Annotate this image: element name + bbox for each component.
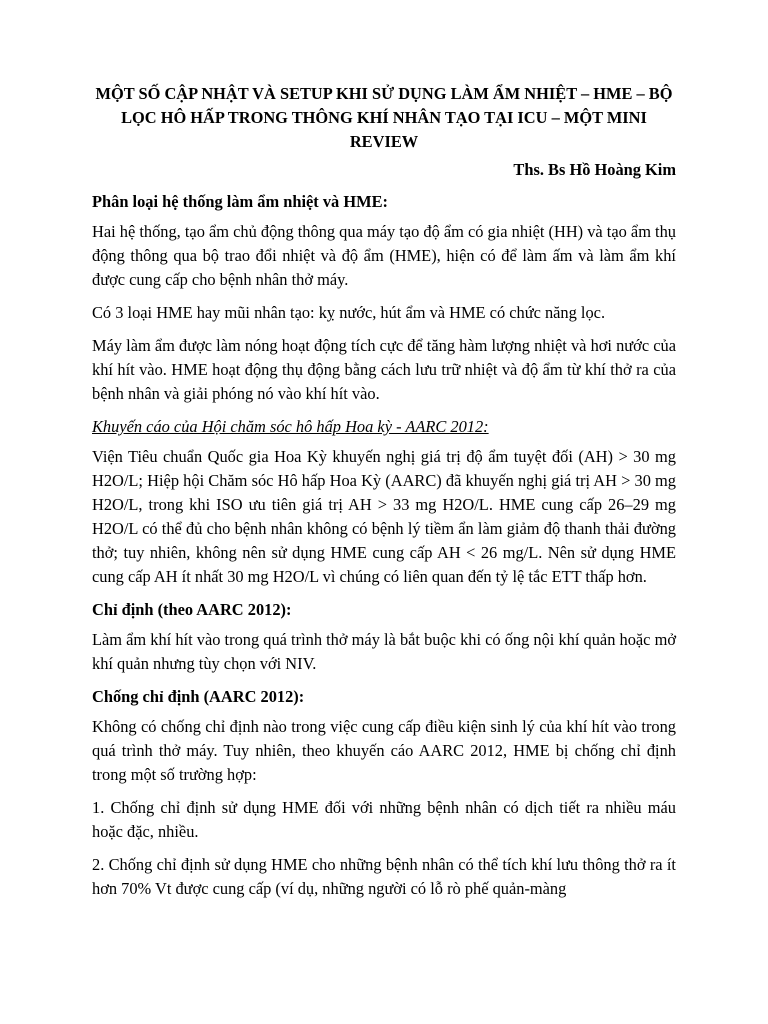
section-subheading-aarc: Khuyến cáo của Hội chăm sóc hô hấp Hoa kỳ - AARC 2012: [92, 417, 489, 436]
paragraph-systems: Hai hệ thống, tạo ẩm chủ động thông qua máy tạo độ ẩm có gia nhiệt (HH) và tạo ẩm thụ động thông qua bộ trao đổi nhiệt và độ ẩm (HME), hiện có để làm ấm và làm ẩm khí được cung cấp cho bệnh nhân thở máy. [92, 222, 676, 289]
list-item-contraindication-1: 1. Chống chỉ định sử dụng HME đối với những bệnh nhân có dịch tiết ra nhiều máu hoặc đặc, nhiều. [92, 798, 676, 841]
author-name: Ths. Bs Hồ Hoàng Kim [513, 160, 676, 179]
document-page [92, 82, 676, 910]
section-heading-classification: Phân loại hệ thống làm ẩm nhiệt và HME: [92, 192, 388, 211]
paragraph-hme-types: Có 3 loại HME hay mũi nhân tạo: kỵ nước, hút ẩm và HME có chức năng lọc. [92, 303, 606, 322]
section-heading-contraindications: Chống chỉ định (AARC 2012): [92, 687, 305, 706]
paragraph-aarc-recommendation: Viện Tiêu chuẩn Quốc gia Hoa Kỳ khuyến nghị giá trị độ ẩm tuyệt đối (AH) > 30 mg H2O/L; Hiệp hội Chăm sóc Hô hấp Hoa Kỳ (AARC) đã khuyến nghị giá trị AH > 30 mg H2O/L, trong khi ISO ưu tiên giá trị AH > 33 mg H2O/L. HME cung cấp 26–29 mg H2O/L có thể đủ cho bệnh nhân không có bệnh lý tiềm ẩn làm giảm độ thanh thải đường thở; tuy nhiên, không nên sử dụng HME cung cấp AH < 26 mg/L. Nên sử dụng HME cung cấp AH ít nhất 30 mg H2O/L vì chúng có liên quan đến tỷ lệ tắc ETT thấp hơn. [92, 447, 676, 586]
list-item-contraindication-2: 2. Chống chỉ định sử dụng HME cho những bệnh nhân có thể tích khí lưu thông thở ra ít hơn 70% Vt được cung cấp (ví dụ, những người có lỗ rò phế quản-màng [92, 855, 676, 898]
paragraph-humidifier-operation: Máy làm ẩm được làm nóng hoạt động tích cực để tăng hàm lượng nhiệt và hơi nước của khí hít vào. HME hoạt động thụ động bằng cách lưu trữ nhiệt và độ ẩm từ khí thở ra của bệnh nhân và giải phóng nó vào khí hít vào. [92, 336, 676, 403]
paragraph-indications: Làm ẩm khí hít vào trong quá trình thở máy là bắt buộc khi có ống nội khí quản hoặc mở khí quản nhưng tùy chọn với NIV. [92, 630, 676, 673]
document-title: MỘT SỐ CẬP NHẬT VÀ SETUP KHI SỬ DỤNG LÀM ẨM NHIỆT – HME – BỘ LỌC HÔ HẤP TRONG THÔNG KHÍ NHÂN TẠO TẠI ICU – MỘT MINI REVIEW [95, 84, 673, 151]
paragraph-contraindications: Không có chống chỉ định nào trong việc cung cấp điều kiện sinh lý của khí hít vào trong quá trình thở máy. Tuy nhiên, theo khuyến cáo AARC 2012, HME bị chống chỉ định trong một số trường hợp: [92, 717, 676, 784]
section-heading-indications: Chỉ định (theo AARC 2012): [92, 600, 292, 619]
